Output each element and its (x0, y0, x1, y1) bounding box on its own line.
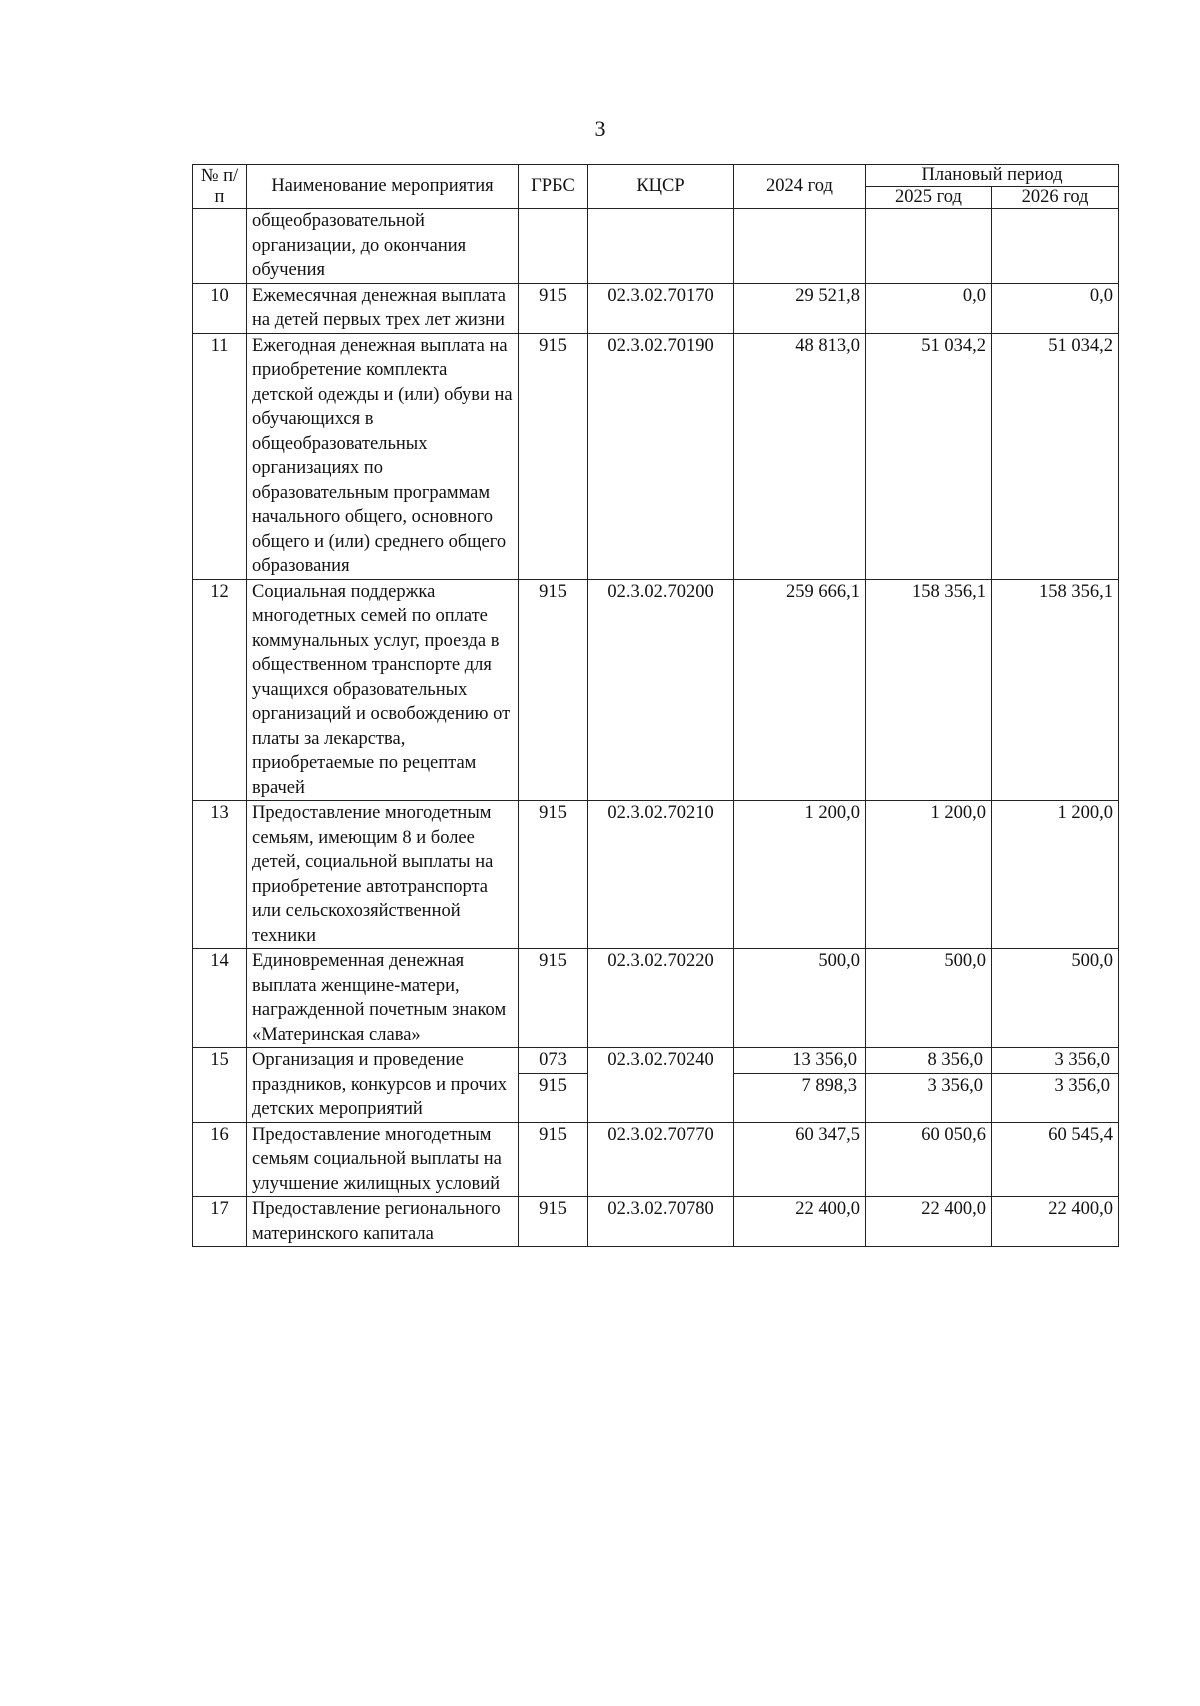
header-plan-period: Плановый период (866, 165, 1119, 187)
cell-grbs: 915 (519, 1122, 588, 1197)
cell-grbs (519, 209, 588, 284)
cell-2025: 8 356,0 (866, 1048, 991, 1074)
table-row (193, 1048, 1119, 1123)
cell-kcsr (588, 209, 734, 284)
cell-grbs-split (519, 1048, 588, 1123)
cell-num (193, 209, 247, 284)
header-kcsr: КЦСР (588, 165, 734, 209)
cell-2025 (866, 209, 992, 284)
cell-kcsr: 02.3.02.70200 (588, 579, 734, 801)
cell-2024-split (734, 1048, 866, 1123)
header-2025: 2025 год (866, 187, 992, 209)
cell-2025: 0,0 (866, 283, 992, 333)
cell-num: 17 (193, 1197, 247, 1247)
cell-2024: 22 400,0 (734, 1197, 866, 1247)
table-row (193, 1122, 1119, 1197)
cell-grbs: 915 (519, 283, 588, 333)
cell-2026 (992, 209, 1119, 284)
cell-grbs: 915 (519, 579, 588, 801)
table-row (193, 949, 1119, 1048)
cell-name: Ежегодная денежная выплата на приобретение комплекта детской одежды и (или) обуви на обучающихся в общеобразовательных организациях по образовательным программам начального общего, основного общего и (или) среднего общего образования (247, 333, 519, 579)
cell-2024: 1 200,0 (734, 801, 866, 949)
cell-kcsr: 02.3.02.70220 (588, 949, 734, 1048)
cell-2025: 1 200,0 (866, 801, 992, 949)
cell-2025: 22 400,0 (866, 1197, 992, 1247)
table-row (193, 283, 1119, 333)
cell-num: 13 (193, 801, 247, 949)
cell-2025: 158 356,1 (866, 579, 992, 801)
cell-2025: 51 034,2 (866, 333, 992, 579)
cell-name: Единовременная денежная выплата женщине-матери, награжденной почетным знаком «Материнская слава» (247, 949, 519, 1048)
cell-2026: 60 545,4 (992, 1122, 1119, 1197)
cell-2025-second: 3 356,0 (927, 1075, 983, 1096)
cell-num: 11 (193, 333, 247, 579)
cell-kcsr: 02.3.02.70190 (588, 333, 734, 579)
cell-name: общеобразовательной организации, до окончания обучения (247, 209, 519, 284)
cell-grbs: 915 (519, 1197, 588, 1247)
cell-2026: 1 200,0 (992, 801, 1119, 949)
header-grbs: ГРБС (519, 165, 588, 209)
header-num: № п/п (193, 165, 247, 209)
cell-2025: 500,0 (866, 949, 992, 1048)
cell-kcsr: 02.3.02.70770 (588, 1122, 734, 1197)
header-2024: 2024 год (734, 165, 866, 209)
cell-2025: 60 050,6 (866, 1122, 992, 1197)
cell-2024: 48 813,0 (734, 333, 866, 579)
table-row (193, 1197, 1119, 1247)
cell-kcsr: 02.3.02.70210 (588, 801, 734, 949)
cell-num: 15 (193, 1048, 247, 1123)
cell-grbs: 915 (519, 801, 588, 949)
cell-2024: 60 347,5 (734, 1122, 866, 1197)
cell-num: 10 (193, 283, 247, 333)
cell-grbs: 073 (519, 1048, 587, 1074)
table-header-row (193, 165, 1119, 187)
cell-grbs-second: 915 (539, 1075, 567, 1096)
table-row (193, 209, 1119, 284)
cell-2024-second: 7 898,3 (801, 1075, 857, 1096)
cell-grbs: 915 (519, 333, 588, 579)
cell-2026: 22 400,0 (992, 1197, 1119, 1247)
cell-kcsr: 02.3.02.70780 (588, 1197, 734, 1247)
cell-2026-split (992, 1048, 1119, 1123)
cell-name: Организация и проведение праздников, конкурсов и прочих детских мероприятий (247, 1048, 519, 1123)
header-name: Наименование мероприятия (247, 165, 519, 209)
cell-grbs: 915 (519, 949, 588, 1048)
cell-kcsr: 02.3.02.70170 (588, 283, 734, 333)
cell-name: Предоставление многодетным семьям социальной выплаты на улучшение жилищных условий (247, 1122, 519, 1197)
cell-2024 (734, 209, 866, 284)
cell-2026: 51 034,2 (992, 333, 1119, 579)
cell-num: 12 (193, 579, 247, 801)
cell-2025-split (866, 1048, 992, 1123)
table-row (193, 801, 1119, 949)
cell-2026: 0,0 (992, 283, 1119, 333)
cell-num: 14 (193, 949, 247, 1048)
table-row (193, 333, 1119, 579)
page-number: 3 (594, 116, 606, 141)
cell-2024: 259 666,1 (734, 579, 866, 801)
cell-2024: 13 356,0 (734, 1048, 865, 1074)
cell-2024: 29 521,8 (734, 283, 866, 333)
cell-2026: 500,0 (992, 949, 1119, 1048)
budget-table (192, 164, 1119, 1247)
table-row (193, 579, 1119, 801)
cell-2024: 500,0 (734, 949, 866, 1048)
header-2026: 2026 год (992, 187, 1119, 209)
cell-num: 16 (193, 1122, 247, 1197)
cell-kcsr: 02.3.02.70240 (588, 1048, 734, 1123)
cell-name: Ежемесячная денежная выплата на детей первых трех лет жизни (247, 283, 519, 333)
cell-2026: 3 356,0 (992, 1048, 1118, 1074)
cell-name: Предоставление многодетным семьям, имеющим 8 и более детей, социальной выплаты на приобретение автотранспорта или сельскохозяйственной техники (247, 801, 519, 949)
cell-2026-second: 3 356,0 (1054, 1075, 1111, 1096)
cell-name: Социальная поддержка многодетных семей по оплате коммунальных услуг, проезда в общественном транспорте для учащихся образовательных организаций и освобождению от платы за лекарства, приобретаемые по рецептам врачей (247, 579, 519, 801)
cell-2026: 158 356,1 (992, 579, 1119, 801)
cell-name: Предоставление регионального материнского капитала (247, 1197, 519, 1247)
